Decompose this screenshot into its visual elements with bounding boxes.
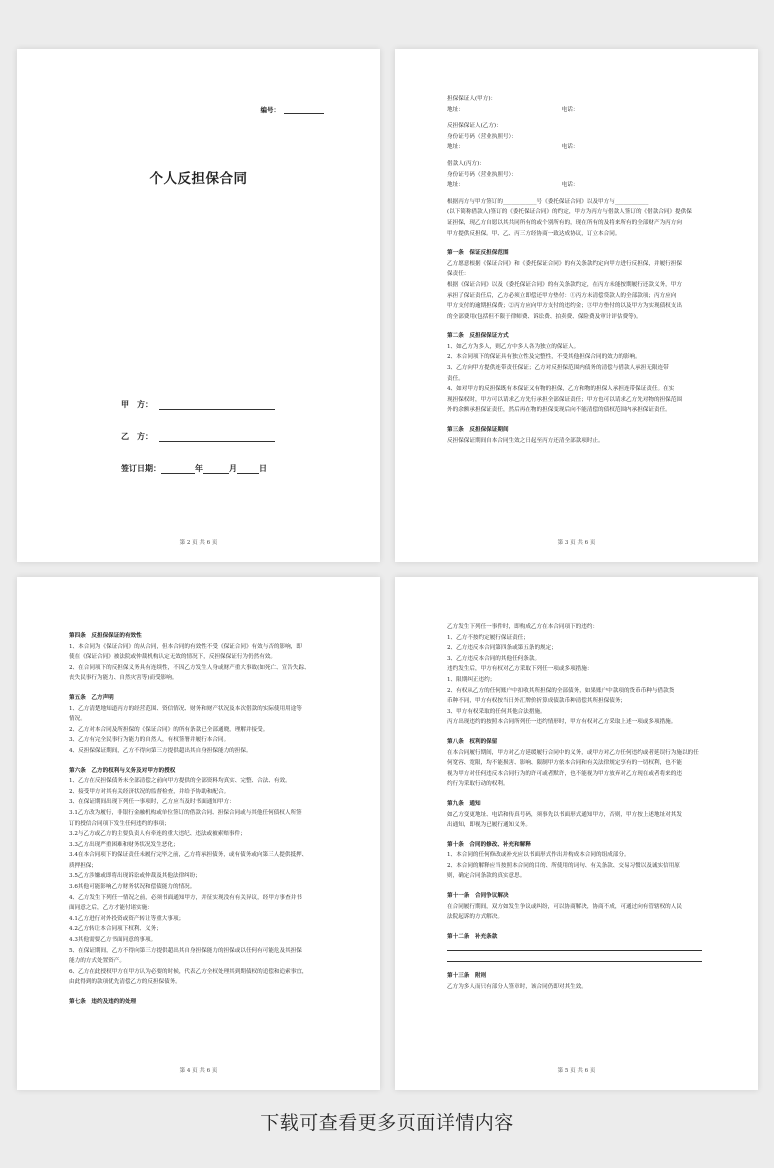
body-line: 4.3其他需要乙方书面同意的事项。 <box>69 937 157 944</box>
body-line: 3、乙方违反本合同的其他任何条款。 <box>447 655 541 662</box>
document-page-5 <box>395 577 758 1090</box>
body-line: 3.3乙方出现严重困难和财务状况发生恶化； <box>69 841 179 848</box>
body-line: 1、限期纠正违约； <box>447 676 496 683</box>
body-line: 乙方愿意根据《保证合同》和《委托保证合同》的有关条款约定向甲方进行反担保，并履行担保 <box>447 260 682 267</box>
body-line: 2、乙方对本合同及所担保的《保证合同》的所有条款已全部通晓，理解并接受。 <box>69 726 269 733</box>
body-line: 4、乙方发生下列任一情况之前，必须书面通知甲方，并征实现没有有关异议，经甲方事查并书 <box>69 894 302 901</box>
page-body <box>447 622 702 993</box>
section-heading: 第十三条 附则 <box>447 973 487 980</box>
body-line: 身份证号码（营业执照号）： <box>447 133 517 140</box>
body-line: 保责任： <box>447 271 470 278</box>
body-line: 现担保权时，甲方可以请求乙方先行承担全部保证责任；甲方也可以请求乙方先对物的担保范围 <box>447 396 682 403</box>
body-line: 甲方提供反担保。甲、乙、丙三方经协商一致达成协议，订立本合同。 <box>447 230 621 237</box>
body-line: 2、本合同项下的保证具有独立性及完整性，不受其他担保合同的效力的影响。 <box>447 354 641 361</box>
party-a-field <box>121 399 275 410</box>
section-heading: 第一条 保证反担保范围 <box>447 250 509 257</box>
body-line: 3、甲方有权采取的任何其他合法措施。 <box>447 708 546 715</box>
body-line: 3、乙方有完全民事行为能力的自然人，有权签署并履行本合同。 <box>69 737 230 744</box>
page-body <box>447 94 702 446</box>
body-line: 约行为采取行动的权利。 <box>447 781 509 788</box>
body-line: 1、乙方在反担保债务未全部清偿之前向甲方提供的全部资料均真实、完整、合法、有效。 <box>69 778 291 785</box>
page-body <box>69 622 324 1008</box>
body-line: 丧失民事行为能力、自然灾害等)而受影响。 <box>69 675 178 682</box>
body-line: 乙方发生下列任一事件时，即构成乙方在本合同项下的违约： <box>447 624 599 630</box>
day-blank <box>237 465 259 474</box>
party-a-label: 甲 方： <box>121 399 153 409</box>
body-line: 4.2乙方转让本合同项下权利、义务； <box>69 926 162 933</box>
body-line: 如乙方变更地址、电话和传真号码，须事先以书面形式通知甲方，否则，甲方按上述地址对其发 <box>447 811 682 818</box>
body-line: 地址： 电话： <box>447 106 579 113</box>
month-blank <box>203 465 229 474</box>
body-line: 证担保，现乙方自愿以其共同所有的或个别所有的，现在所有的及将来所有的全部财产为丙方向 <box>447 219 682 226</box>
section-heading: 第二条 反担保保证方式 <box>447 333 509 340</box>
section-heading: 第十一条 合同争议解决 <box>447 893 509 900</box>
body-line: 2、接受甲方对其有关经济状况的监督检查，并给予协助和配合。 <box>69 788 230 795</box>
body-line: 2、乙方违反本合同第四条或第五条的规定； <box>447 645 557 652</box>
body-line: 反担保保证期间自本合同生效之日起至丙方还清全部款项时止。 <box>447 437 604 444</box>
body-line: 根据《保证合同》以及《委托保证合同》的有关条款约定，在丙方未能按期履行还款义务，甲方 <box>447 281 682 288</box>
body-line: 3、在保证期间出现下列任一事项时，乙方应当及时书面通知甲方： <box>69 799 235 806</box>
section-heading: 第十条 合同的修改、补充和解释 <box>447 841 531 848</box>
section-heading: 第十二条 补充条款 <box>447 933 498 940</box>
body-line: 2、有权从乙方的任何账户中扣收其所担保的全部债务，如果账户中款项的货币币种与借款货 <box>447 687 675 694</box>
document-page-4 <box>17 577 380 1090</box>
body-line: 在合同履行期间，双方如发生争议或纠纷，可以协商解决，协商不成，可通过向有管辖权的人民 <box>447 903 682 910</box>
body-line: 币种不同，甲方有权按当日外汇牌价折算成债款币种清偿其所担保债务； <box>447 698 627 705</box>
body-line: 情况。 <box>69 716 86 723</box>
blank-rule <box>447 953 702 962</box>
body-line: 1、乙方不按约定履行保证责任； <box>447 634 529 641</box>
body-line: (以下简称借款人)签订的《委托保证合同》的约定，甲方为丙方与借款人签订的《借款合同》提供保 <box>447 209 692 216</box>
body-line: 4、如对甲方的反担保既有本保证又有物的担保，乙方和物的担保人承担连带保证责任。在实 <box>447 386 675 393</box>
body-line: 面同意之后，乙方才能付诸实施： <box>69 905 153 912</box>
body-line: 3.5乙方涉嫌或即将出现诉讼或仲裁及其他法律纠纷； <box>69 873 201 880</box>
body-line: 4.1乙方进行对外投资或资产转让等重大事项； <box>69 915 185 922</box>
year-blank <box>161 465 195 474</box>
blank-rule <box>447 942 702 951</box>
body-line: 乙方为多人而只有部分人签章时，该合同仍即对其生效。 <box>447 984 587 991</box>
body-line: 3.2与乙方或乙方的主要负责人有牵连的重大违纪、违法或被索赔事件； <box>69 831 246 838</box>
body-line: 身份证号码（营业执照号）： <box>447 171 517 178</box>
section-heading: 第五条 乙方声明 <box>69 694 114 701</box>
body-line: 能力的方式处置资产。 <box>69 958 125 965</box>
section-heading: 第四条 反担保保证的有效性 <box>69 633 142 639</box>
body-line: 法院起诉的方式解决。 <box>447 914 503 921</box>
body-line: 出通知，即视为已履行通知义务。 <box>447 822 531 829</box>
sign-date-field <box>121 463 267 474</box>
body-line: 2、本合同的解释应当按照本合同的目的、所使用的词句、有关条款、交易习惯以及诚实信用原 <box>447 862 680 869</box>
body-line: 6、乙方在此授权甲方在甲方认为必要的时候，代表乙方全权处理其到期债权的追偿和追索事宜， <box>69 968 308 975</box>
body-line: 外的余额承担保证责任，然后再在物的担保变现后向不能清偿的债权范围内承担保证责任。 <box>447 407 671 414</box>
body-line: 2、在合同项下的反担保义务具有连续性，不因乙方发生人身或财产重大事故(如死亡、宣告失踪、 <box>69 664 310 671</box>
contract-number-underline <box>284 107 324 114</box>
page-number: 第 2 页 共 6 页 <box>179 540 218 546</box>
body-line: 4、反担保保证期间，乙方不得向第三方提供超出其自身担保能力的担保。 <box>69 747 252 754</box>
body-line: 3、乙方向甲方提供连带责任保证；乙方对反担保范围内债务的清偿与借款人承担无限连带 <box>447 365 669 372</box>
document-page-cover <box>17 49 380 562</box>
body-line: 丙方出现违约的按照本合同所列任一违约情形时，甲方有权对乙方采取上述一项或多项措施。 <box>447 719 677 726</box>
body-line: 1、本合同的任何修改或补充应以书面形式作出并构成本合同的组成部分。 <box>447 852 630 859</box>
year-label: 年 <box>195 463 203 473</box>
section-heading: 第三条 反担保保证期间 <box>447 427 509 434</box>
party-b-field <box>121 431 275 442</box>
section-heading: 第八条 权利的保留 <box>447 738 498 745</box>
body-line: 违约发生后，甲方有权对乙方采取下列任一项或多项措施： <box>447 666 593 673</box>
page-number: 第 5 页 共 6 页 <box>557 1068 596 1074</box>
body-line: 1、如乙方为多人，则乙方中多人各为独立的保证人。 <box>447 343 580 350</box>
body-line: 订的授信合同项下发生任何违约的事项； <box>69 820 170 827</box>
body-line: 借款人(丙方)： <box>447 160 485 167</box>
body-line: 的全部费用(包括但不限于律师费、诉讼费、拍卖费、保险费及审计评估费等)。 <box>447 313 642 320</box>
body-line: 担保保证人(甲方)： <box>447 96 497 102</box>
document-page-3 <box>395 49 758 562</box>
party-b-label: 乙 方： <box>121 431 153 441</box>
body-line: 地址： 电话： <box>447 144 579 151</box>
contract-number-field <box>261 105 325 114</box>
section-heading: 第七条 违约及违约的处理 <box>69 999 137 1005</box>
body-line: 由此得到的款项优先清偿乙方的反担保债务。 <box>69 979 181 986</box>
contract-number-label: 编号： <box>260 106 280 114</box>
day-label: 日 <box>259 463 267 473</box>
sign-date-label: 签订日期： <box>121 463 161 473</box>
body-line: 承担了保证责任后，乙方必须立即偿还甲方垫付：①丙方未清偿贷款人的全部款项；丙方应向 <box>447 292 677 299</box>
download-caption[interactable]: 下载可查看更多页面详情内容 <box>260 1112 514 1134</box>
page-number: 第 4 页 共 6 页 <box>179 1068 218 1074</box>
body-line: 3.1乙方改为履行，非银行金融机构或单位签订的借款合同、担保合同或与其他任何债权人所签 <box>69 809 302 816</box>
body-line: 地址： 电话： <box>447 182 579 189</box>
section-heading: 第六条 乙方的权利与义务及对甲方的授权 <box>69 767 176 774</box>
body-line: 反担保保证人(乙方)： <box>447 123 502 130</box>
party-b-underline <box>159 433 275 442</box>
body-line: 在本合同履行期间，甲方对乙方延缓履行合同中的义务，或甲方对乙方任何违约或者延误行为施以的任 <box>447 749 699 756</box>
body-line: 则，确定合同条款的真实意思。 <box>447 873 526 880</box>
body-line: 何宽容、宽限，均不能损害、影响、限制甲方依本合同和有关法律规定享有的一切权利，也不能 <box>447 760 682 767</box>
body-line: 5、在保证期间，乙方不得向第三方提供超出其自身担保能力的担保或以任何有可能危及其担保 <box>69 947 302 954</box>
section-heading: 第九条 通知 <box>447 800 481 807</box>
month-label: 月 <box>229 463 237 473</box>
body-line: 视为甲方对任何违反本合同行为的许可或者默许，也不能视为甲方放弃对乙方现在或者将来的违 <box>447 770 682 777</box>
body-line: 使在《保证合同》被法院或仲裁机构认定无效的情况下，反担保保证行为仍然有效。 <box>69 654 276 661</box>
body-line: 根据丙方与甲方签订的____________号《委托保证合同》以及甲方与____________ <box>447 198 649 205</box>
body-line: 3.4在本合同项下的保证责任未履行完毕之前，乙方将承担债务，或有债务或向第三人提供抵押、 <box>69 852 308 859</box>
body-line: 3.6其他可能影响乙方财务状况和偿债能力的情况。 <box>69 884 196 891</box>
body-line: 甲方支付的逾期担保费；②丙方应向甲方支付的违约金；③甲方垫付的以及甲方为实现债权支出 <box>447 303 682 310</box>
page-number: 第 3 页 共 6 页 <box>557 540 596 546</box>
contract-title: 个人反担保合同 <box>149 171 248 187</box>
body-line: 1、乙方清楚地知道丙方的经营范围、资信情况、财务和财产状况及本次借款的实际使用用途等 <box>69 705 302 712</box>
body-line: 质押担保； <box>69 862 97 869</box>
body-line: 1、本合同为《保证合同》的从合同，但本合同的有效性不受《保证合同》有效与否的影响，即 <box>69 643 302 650</box>
party-a-underline <box>159 401 275 410</box>
body-line: 责任。 <box>447 375 464 382</box>
